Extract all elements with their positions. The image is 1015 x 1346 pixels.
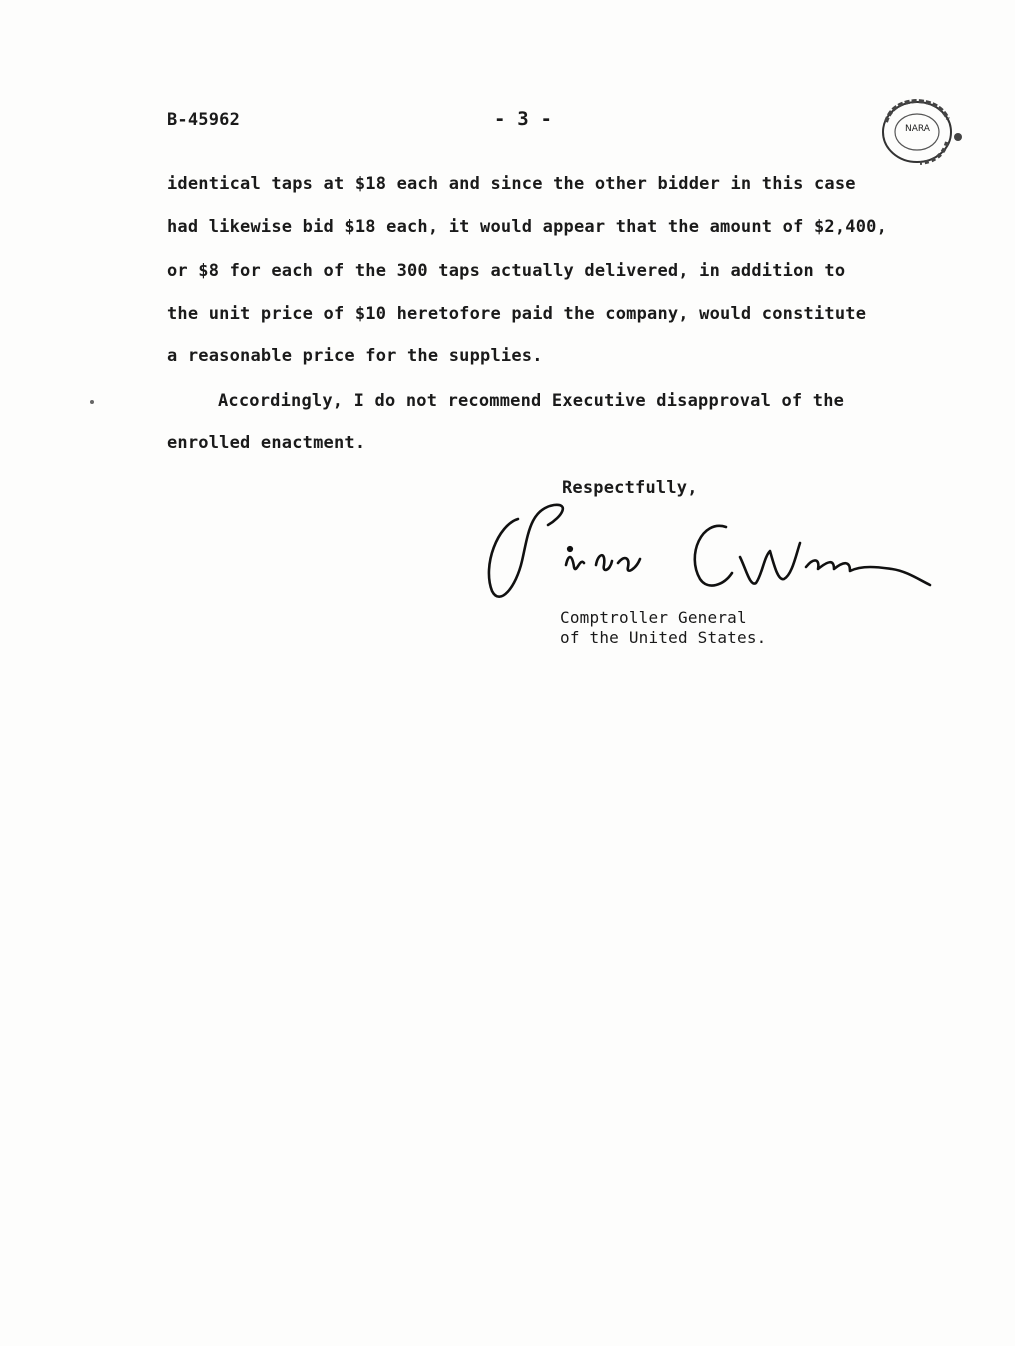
body-line-7: enrolled enactment.: [167, 433, 366, 453]
body-line-2: had likewise bid $18 each, it would appear that the amount of $2,400,: [167, 217, 888, 237]
body-line-4: the unit price of $10 heretofore paid the company, would constitute: [167, 304, 867, 324]
body-line-5: a reasonable price for the supplies.: [167, 346, 543, 366]
margin-mark: [90, 400, 94, 404]
signatory-title-line-2: of the United States.: [560, 628, 767, 647]
body-line-1: identical taps at $18 each and since the other bidder in this case: [167, 174, 856, 194]
page-number: - 3 -: [494, 108, 553, 130]
stamp-label: NARA: [905, 124, 930, 134]
closing-salutation: Respectfully,: [562, 478, 698, 498]
file-number: B-45962: [167, 110, 241, 130]
body-line-3: or $8 for each of the 300 taps actually delivered, in addition to: [167, 261, 846, 281]
handwritten-signature: [478, 495, 948, 610]
signatory-title-line-1: Comptroller General: [560, 608, 747, 627]
body-line-6: Accordingly, I do not recommend Executive disapproval of the: [218, 391, 845, 411]
